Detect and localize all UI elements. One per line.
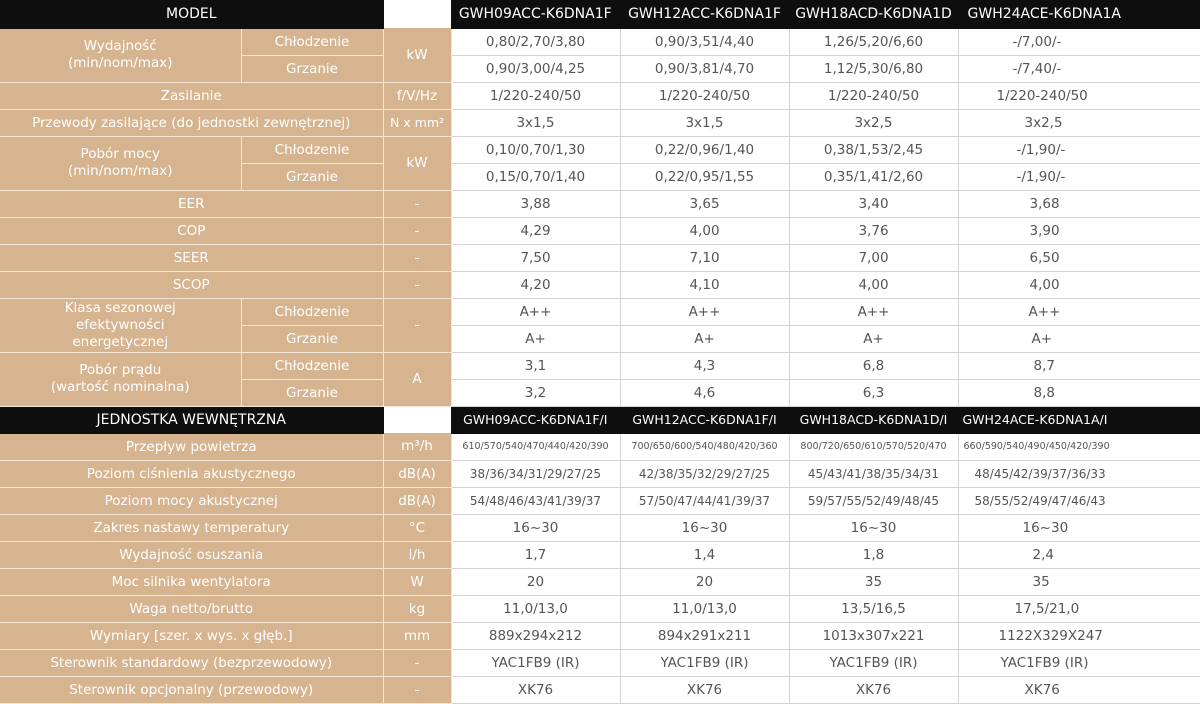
cell-value: 3,1 (451, 352, 620, 379)
cell-value: -/7,00/- (958, 28, 1200, 55)
cell-value: 7,10 (620, 244, 789, 271)
cell-value: 7,00 (789, 244, 958, 271)
row-label: Wydajność osuszania (0, 541, 383, 568)
cell-value: 35 (789, 568, 958, 595)
table-row (0, 568, 1200, 595)
table-row (0, 244, 1200, 271)
cell-value: 0,90/3,81/4,70 (620, 55, 789, 82)
cell-value: A++ (789, 298, 958, 325)
cell-value: 1122X329X247 (958, 622, 1200, 649)
row-label: Pobór prądu (wartość nominalna) (0, 352, 241, 406)
cell-value: 42/38/35/32/29/27/25 (620, 460, 789, 487)
row-sublabel: Grzanie (241, 55, 383, 82)
header-spacer (383, 0, 451, 28)
cell-value: 13,5/16,5 (789, 595, 958, 622)
row-label: Moc silnika wentylatora (0, 568, 383, 595)
cell-value: A+ (789, 325, 958, 352)
cell-value: 3,65 (620, 190, 789, 217)
row-unit: A (383, 352, 451, 406)
cell-value: A++ (451, 298, 620, 325)
cell-value: 1013x307x221 (789, 622, 958, 649)
cell-value: YAC1FB9 (IR) (958, 649, 1200, 676)
cell-value: 58/55/52/49/47/46/43 (958, 487, 1200, 514)
cell-value: YAC1FB9 (IR) (620, 649, 789, 676)
cell-value: 35 (958, 568, 1200, 595)
cell-value: 1,8 (789, 541, 958, 568)
cell-value: 54/48/46/43/41/39/37 (451, 487, 620, 514)
table-row (0, 676, 1200, 703)
cell-value: A++ (620, 298, 789, 325)
cell-value: 6,50 (958, 244, 1200, 271)
model-header: GWH24ACE-K6DNA1A (958, 0, 1200, 28)
cell-value: 11,0/13,0 (451, 595, 620, 622)
cell-value: -/7,40/- (958, 55, 1200, 82)
row-unit: N x mm² (383, 109, 451, 136)
row-label: COP (0, 217, 383, 244)
row-sublabel: Grzanie (241, 379, 383, 406)
model-header-label: MODEL (0, 0, 383, 28)
row-unit: f/V/Hz (383, 82, 451, 109)
model-header: GWH09ACC-K6DNA1F (451, 0, 620, 28)
cell-value: 800/720/650/610/570/520/470 (789, 433, 958, 460)
cell-value: 6,8 (789, 352, 958, 379)
cell-value: 20 (451, 568, 620, 595)
table-row (0, 271, 1200, 298)
cell-value: 38/36/34/31/29/27/25 (451, 460, 620, 487)
cell-value: YAC1FB9 (IR) (451, 649, 620, 676)
row-label: Wydajność (min/nom/max) (0, 28, 241, 82)
header-spacer (383, 406, 451, 433)
cell-value: 4,3 (620, 352, 789, 379)
cell-value: 16~30 (958, 514, 1200, 541)
table-row (0, 109, 1200, 136)
cell-value: 0,10/0,70/1,30 (451, 136, 620, 163)
indoor-header-row (0, 406, 1200, 433)
cell-value: 57/50/47/44/41/39/37 (620, 487, 789, 514)
model-header: GWH12ACC-K6DNA1F/I (620, 406, 789, 433)
row-label: SEER (0, 244, 383, 271)
model-header: GWH18ACD-K6DNA1D/I (789, 406, 958, 433)
model-header: GWH09ACC-K6DNA1F/I (451, 406, 620, 433)
row-unit: - (383, 244, 451, 271)
cell-value: 3x1,5 (620, 109, 789, 136)
outdoor-header-row (0, 0, 1200, 28)
cell-value: 4,29 (451, 217, 620, 244)
cell-value: 1/220-240/50 (620, 82, 789, 109)
model-header: GWH12ACC-K6DNA1F (620, 0, 789, 28)
row-label: Sterownik opcjonalny (przewodowy) (0, 676, 383, 703)
cell-value: 1/220-240/50 (789, 82, 958, 109)
row-label: Zakres nastawy temperatury (0, 514, 383, 541)
row-sublabel: Chłodzenie (241, 352, 383, 379)
cell-value: 610/570/540/470/440/420/390 (451, 433, 620, 460)
cell-value: YAC1FB9 (IR) (789, 649, 958, 676)
table-row (0, 649, 1200, 676)
cell-value: XK76 (789, 676, 958, 703)
row-unit: mm (383, 622, 451, 649)
row-label: Waga netto/brutto (0, 595, 383, 622)
cell-value: -/1,90/- (958, 163, 1200, 190)
cell-value: 3,40 (789, 190, 958, 217)
cell-value: XK76 (620, 676, 789, 703)
cell-value: 4,00 (789, 271, 958, 298)
row-label: Pobór mocy (min/nom/max) (0, 136, 241, 190)
table-row (0, 82, 1200, 109)
row-label: Sterownik standardowy (bezprzewodowy) (0, 649, 383, 676)
table-row (0, 433, 1200, 460)
cell-value: 3x2,5 (789, 109, 958, 136)
cell-value: A+ (451, 325, 620, 352)
row-label: Klasa sezonowej efektywności energetycznej (0, 298, 241, 352)
cell-value: 0,90/3,00/4,25 (451, 55, 620, 82)
cell-value: 16~30 (789, 514, 958, 541)
cell-value: A++ (958, 298, 1200, 325)
cell-value: A+ (620, 325, 789, 352)
cell-value: 4,00 (958, 271, 1200, 298)
cell-value: 45/43/41/38/35/34/31 (789, 460, 958, 487)
row-unit: - (383, 217, 451, 244)
cell-value: 660/590/540/490/450/420/390 (958, 433, 1200, 460)
row-unit: kg (383, 595, 451, 622)
cell-value: 1,26/5,20/6,60 (789, 28, 958, 55)
row-unit: kW (383, 28, 451, 82)
row-unit: dB(A) (383, 487, 451, 514)
cell-value: 3,2 (451, 379, 620, 406)
row-label: EER (0, 190, 383, 217)
cell-value: 0,15/0,70/1,40 (451, 163, 620, 190)
row-label: Poziom ciśnienia akustycznego (0, 460, 383, 487)
table-row (0, 298, 1200, 325)
model-header: GWH18ACD-K6DNA1D (789, 0, 958, 28)
cell-value: 0,22/0,95/1,55 (620, 163, 789, 190)
cell-value: 17,5/21,0 (958, 595, 1200, 622)
cell-value: 6,3 (789, 379, 958, 406)
table-row (0, 190, 1200, 217)
cell-value: 4,10 (620, 271, 789, 298)
table-row (0, 487, 1200, 514)
cell-value: 0,38/1,53/2,45 (789, 136, 958, 163)
row-unit: l/h (383, 541, 451, 568)
cell-value: 1,12/5,30/6,80 (789, 55, 958, 82)
cell-value: 0,22/0,96/1,40 (620, 136, 789, 163)
cell-value: 3x1,5 (451, 109, 620, 136)
model-header: GWH24ACE-K6DNA1A/I (958, 406, 1200, 433)
cell-value: XK76 (958, 676, 1200, 703)
row-label: Poziom mocy akustycznej (0, 487, 383, 514)
table-row (0, 541, 1200, 568)
table-row (0, 28, 1200, 55)
cell-value: 1,7 (451, 541, 620, 568)
cell-value: 0,35/1,41/2,60 (789, 163, 958, 190)
cell-value: 1/220-240/50 (451, 82, 620, 109)
cell-value: 7,50 (451, 244, 620, 271)
row-unit: - (383, 271, 451, 298)
cell-value: 3,76 (789, 217, 958, 244)
cell-value: 3x2,5 (958, 109, 1200, 136)
row-label: SCOP (0, 271, 383, 298)
row-unit: - (383, 190, 451, 217)
cell-value: 894x291x211 (620, 622, 789, 649)
cell-value: 1/220-240/50 (958, 82, 1200, 109)
cell-value: 4,00 (620, 217, 789, 244)
row-unit: - (383, 298, 451, 352)
table-row (0, 595, 1200, 622)
cell-value: 4,6 (620, 379, 789, 406)
row-label: Przewody zasilające (do jednostki zewnętrznej) (0, 109, 383, 136)
cell-value: 8,8 (958, 379, 1200, 406)
row-label: Przepływ powietrza (0, 433, 383, 460)
cell-value: 8,7 (958, 352, 1200, 379)
cell-value: 0,90/3,51/4,40 (620, 28, 789, 55)
row-sublabel: Chłodzenie (241, 298, 383, 325)
row-label: Zasilanie (0, 82, 383, 109)
indoor-header-label: JEDNOSTKA WEWNĘTRZNA (0, 406, 383, 433)
cell-value: XK76 (451, 676, 620, 703)
row-sublabel: Chłodzenie (241, 136, 383, 163)
cell-value: 3,90 (958, 217, 1200, 244)
table-row (0, 460, 1200, 487)
table-row (0, 622, 1200, 649)
table-row (0, 514, 1200, 541)
cell-value: 3,68 (958, 190, 1200, 217)
cell-value: A+ (958, 325, 1200, 352)
row-unit: - (383, 649, 451, 676)
cell-value: 2,4 (958, 541, 1200, 568)
cell-value: 16~30 (620, 514, 789, 541)
row-unit: W (383, 568, 451, 595)
row-label: Wymiary [szer. x wys. x głęb.] (0, 622, 383, 649)
cell-value: 20 (620, 568, 789, 595)
cell-value: 700/650/600/540/480/420/360 (620, 433, 789, 460)
cell-value: 16~30 (451, 514, 620, 541)
cell-value: 59/57/55/52/49/48/45 (789, 487, 958, 514)
row-sublabel: Chłodzenie (241, 28, 383, 55)
cell-value: 11,0/13,0 (620, 595, 789, 622)
row-unit: m³/h (383, 433, 451, 460)
row-sublabel: Grzanie (241, 325, 383, 352)
row-unit: °C (383, 514, 451, 541)
row-unit: dB(A) (383, 460, 451, 487)
cell-value: 0,80/2,70/3,80 (451, 28, 620, 55)
cell-value: -/1,90/- (958, 136, 1200, 163)
table-row (0, 352, 1200, 379)
cell-value: 48/45/42/39/37/36/33 (958, 460, 1200, 487)
row-unit: kW (383, 136, 451, 190)
cell-value: 889x294x212 (451, 622, 620, 649)
cell-value: 4,20 (451, 271, 620, 298)
table-row (0, 217, 1200, 244)
row-sublabel: Grzanie (241, 163, 383, 190)
row-unit: - (383, 676, 451, 703)
cell-value: 3,88 (451, 190, 620, 217)
table-row (0, 136, 1200, 163)
cell-value: 1,4 (620, 541, 789, 568)
